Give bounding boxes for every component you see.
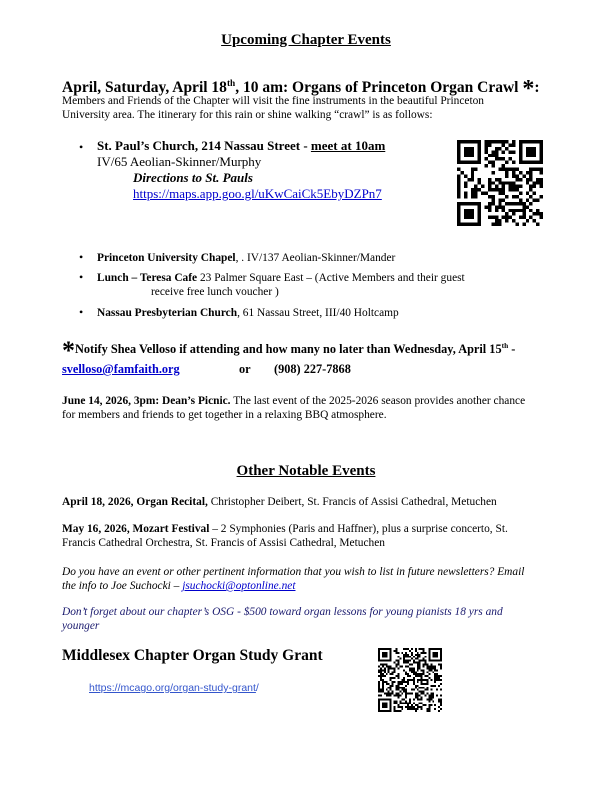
lunch-detail-line2: receive free lunch voucher ) [151,286,279,298]
picnic-event [62,394,562,422]
lunch-name: Lunch – Teresa Cafe [97,272,198,284]
directions-link[interactable]: https://maps.app.goo.gl/uKwCaiCk5EbyDZPn7 [133,186,382,201]
recital-event [62,495,497,509]
section-title-upcoming: Upcoming Chapter Events [221,32,391,48]
submit-line1: Do you have an event or other pertinent information that you wish to list in future newsletters? Email [62,566,525,578]
mozart-heading: May 16, 2026, Mozart Festival [62,523,210,535]
mozart-line1: – 2 Symphonies (Paris and Haffner), plus a surprise concerto, St. [209,523,508,535]
joe-email-link[interactable]: jsuchocki@optonline.net [182,580,296,592]
bullet-icon: • [79,140,84,154]
asterisk-icon: * [62,336,75,365]
notify-dash: - [508,342,516,356]
picnic-heading: June 14, 2026, 3pm: Dean’s Picnic. [62,395,231,407]
notify-text: Notify Shea Velloso if attending and how many no later than Wednesday, April 15 [75,342,502,356]
grant-link-suffix: / [255,682,259,694]
bullet-icon: • [79,250,84,264]
chapel-detail: , . IV/137 Aeolian-Skinner/Mander [235,252,396,264]
contact-line [62,362,351,377]
crawl-heading-colon: : [534,79,540,96]
shea-email-link[interactable]: svelloso@famfaith.org [62,362,180,376]
picnic-line1: The last event of the 2025-2026 season provides another chance [230,395,526,407]
chapel-name: Princeton University Chapel [97,252,236,264]
crawl-heading-sup: th [226,78,236,89]
recital-heading: April 18, 2026, Organ Recital, [62,496,208,508]
nassau-detail: , 61 Nassau Street, III/40 Holtcamp [237,307,399,319]
lunch-detail-line1: 23 Palmer Square East – (Active Members and their guest [197,272,465,284]
submit-info [62,565,524,593]
stop-chapel [97,251,395,265]
notify-sup: th [501,340,509,350]
asterisk-icon: * [522,76,535,102]
crawl-heading-post: , 10 am: Organs of Princeton Organ Crawl [235,79,523,96]
or-text: or [239,362,251,376]
grant-title: Middlesex Chapter Organ Study Grant [62,647,323,664]
osg-line2: younger [62,620,100,632]
phone-number: (908) 227-7868 [274,362,351,376]
mozart-line2: Francis Cathedral Orchestra, St. Francis of Assisi Cathedral, Metuchen [62,537,385,549]
crawl-desc-line1: Members and Friends of the Chapter will visit the fine instruments in the beautiful Princeton [62,95,485,107]
section-title-other: Other Notable Events [236,463,376,479]
directions-label: Directions to St. Pauls [133,170,253,185]
crawl-desc-line2: University area. The itinerary for this rain or shine walking “crawl” is as follows: [62,109,433,121]
nassau-name: Nassau Presbyterian Church [97,307,238,319]
st-pauls-name: St. Paul’s Church, 214 Nassau Street - [97,138,311,153]
osg-line1: Don’t forget about our chapter’s OSG - $500 toward organ lessons for young pianists 18 yrs and [62,606,503,618]
picnic-line2: for members and friends to get together in a relaxing BBQ atmosphere. [62,409,387,421]
bullet-icon: • [79,305,84,319]
grant-qr-code [378,648,442,712]
st-pauls-organ: IV/65 Aeolian-Skinner/Murphy [97,154,262,169]
crawl-heading-pre: April, Saturday, April 18 [62,79,227,96]
stop-nassau [97,306,399,320]
grant-link-line [89,678,259,696]
directions-qr-code [457,140,543,226]
notify-line [62,330,516,365]
mozart-event [62,522,508,550]
crawl-description [62,94,562,122]
meet-time: meet at 10am [310,138,386,153]
stop-st-pauls [97,138,385,202]
bullet-icon: • [79,270,84,284]
recital-detail: Christopher Deibert, St. Francis of Assisi Cathedral, Metuchen [207,496,497,508]
grant-link[interactable]: https://mcago.org/organ-study-grant [89,682,256,694]
stop-lunch [97,271,465,299]
osg-note [62,605,503,633]
submit-line2: the info to Joe Suchocki – [62,580,183,592]
